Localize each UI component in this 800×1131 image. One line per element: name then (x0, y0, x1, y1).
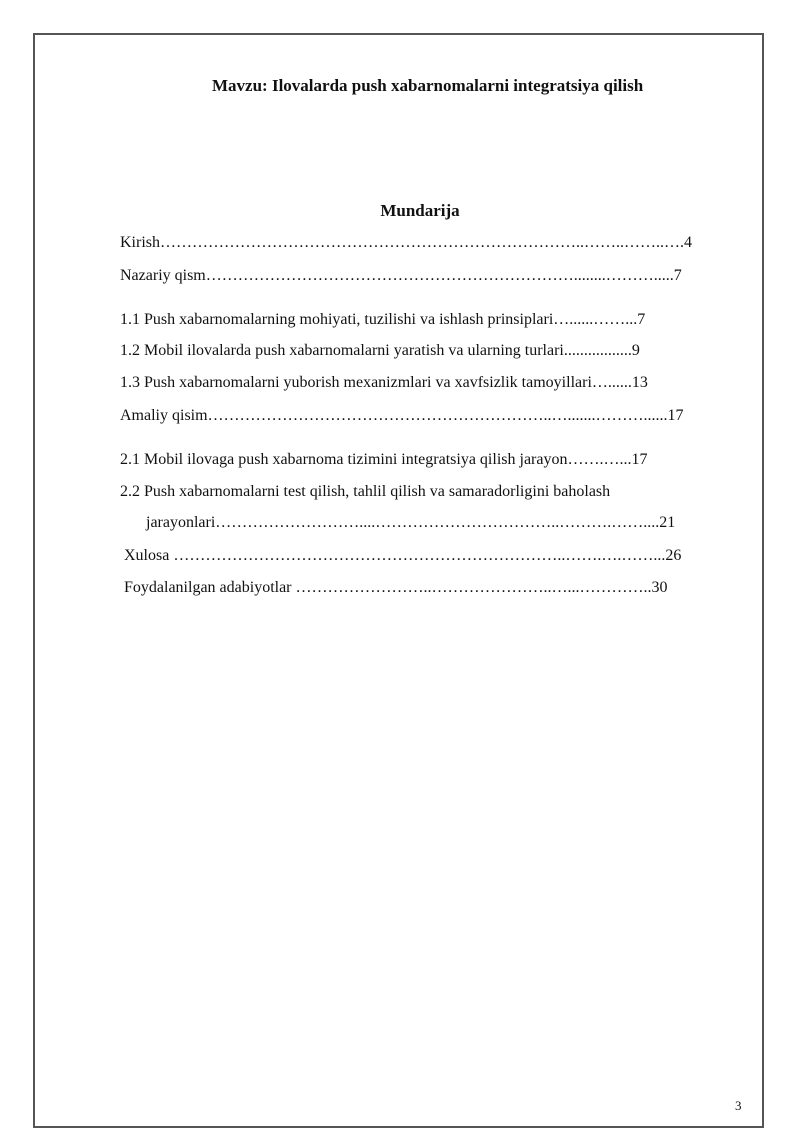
toc-entry-2-2-continued: jarayonlari………………………....……………………………..……….……....21 (146, 514, 676, 531)
toc-entry-conclusion: Xulosa ………………………………………………………………..…….….……...26 (124, 547, 682, 564)
toc-heading: Mundarija (380, 201, 460, 220)
toc-entry-references: Foydalanilgan adabiyotlar ……………………..…………………..…...…………..30 (124, 579, 668, 596)
toc-entry-1-2: 1.2 Mobil ilovalarda push xabarnomalarni yaratish va ularning turlari.................9 (120, 342, 640, 359)
toc-entry-1-3: 1.3 Push xabarnomalarni yuborish mexanizmlari va xavfsizlik tamoyillari…......13 (120, 374, 648, 391)
document-topic: Mavzu: Ilovalarda push xabarnomalarni integratsiya qilish (212, 76, 644, 95)
toc-entry-2-2: 2.2 Push xabarnomalarni test qilish, tahlil qilish va samaradorligini baholash (120, 483, 611, 500)
toc-entry-theory: Nazariy qism……………………………………………………………........……….....7 (120, 267, 682, 284)
toc-entry-2-1: 2.1 Mobil ilovaga push xabarnoma tizimini integratsiya qilish jarayon…….…...17 (120, 451, 648, 468)
page-number: 3 (735, 1098, 742, 1113)
toc-entry-introduction: Kirish……………………………………………………………………..……..……..….4 (120, 234, 692, 251)
toc-entry-1-1: 1.1 Push xabarnomalarning mohiyati, tuzilishi va ishlash prinsiplari…......……...7 (120, 311, 646, 328)
toc-entry-practice: Amaliy qisim………………………………………………………..….......………......17 (120, 407, 684, 424)
